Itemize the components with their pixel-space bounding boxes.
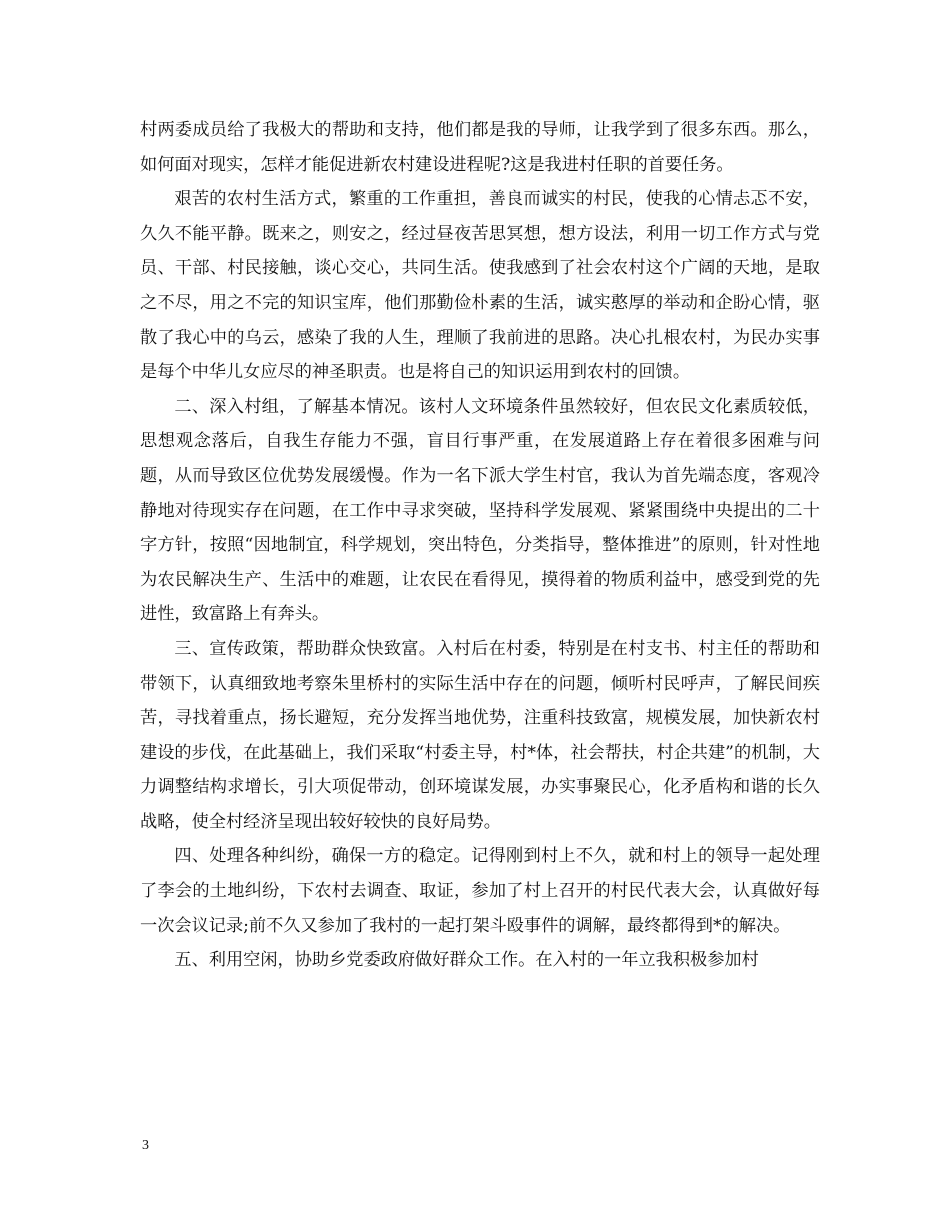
paragraph: 村两委成员给了我极大的帮助和支持，他们都是我的导师，让我学到了很多东西。那么，如何面对现实，怎样才能促进新农村建设进程呢?这是我进村任职的首要任务。 bbox=[140, 120, 820, 175]
paragraph: 艰苦的农村生活方式，繁重的工作重担，善良而诚实的村民，使我的心情忐忑不安，久久不能平静。既来之，则安之，经过昼夜苦思冥想，想方设法，利用一切工作方式与党员、干部、村民接触，谈心交心，共同生活。使我感到了社会农村这个广阔的天地，是取之不尽，用之不完的知识宝库，他们那勤俭朴素的生活，诚实憨厚的举动和企盼心情，驱散了我心中的乌云，感染了我的人生，理顺了我前进的思路。决心扎根农村，为民办实事是每个中华儿女应尽的神圣职责。也是将自己的知识运用到农村的回馈。 bbox=[140, 189, 820, 383]
paragraph: 五、利用空闲，协助乡党委政府做好群众工作。在入村的一年立我积极参加村 bbox=[174, 950, 759, 971]
paragraph: 二、深入村组，了解基本情况。该村人文环境条件虽然较好，但农民文化素质较低，思想观念落后，自我生存能力不强，盲目行事严重，在发展道路上存在着很多困难与问题，从而导致区位优势发展缓慢。作为一名下派大学生村官，我认为首先端态度，客观冷静地对待现实存在问题，在工作中寻求突破，坚持科学发展观、紧紧围绕中央提出的二十字方针，按照“因地制宜，科学规划，突出特色，分类指导，整体推进”的原则，针对性地为农民解决生产、生活中的难题，让农民在看得见，摸得着的物质利益中，感受到党的先进性，致富路上有奔头。 bbox=[140, 396, 820, 625]
page-number: 3 bbox=[142, 1138, 149, 1153]
document-body bbox=[140, 113, 820, 978]
paragraph: 四、处理各种纠纷，确保一方的稳定。记得刚到村上不久，就和村上的领导一起处理了李会的土地纠纷，下农村去调查、取证，参加了村上召开的村民代表大会，认真做好每一次会议记录;前不久又参加了我村的一起打架斗殴事件的调解，最终都得到*的解决。 bbox=[140, 846, 820, 936]
paragraph: 三、宣传政策，帮助群众快致富。入村后在村委，特别是在村支书、村主任的帮助和带领下，认真细致地考察朱里桥村的实际生活中存在的问题，倾听村民呼声，了解民间疾苦，寻找着重点，扬长避短，充分发挥当地优势，注重科技致富，规模发展，加快新农村建设的步伐，在此基础上，我们采取“村委主导，村*体，社会帮扶，村企共建”的机制，大力调整结构求增长，引大项促带动，创环境谋发展，办实事聚民心，化矛盾构和谐的长久战略，使全村经济呈现出较好较快的良好局势。 bbox=[140, 638, 820, 832]
